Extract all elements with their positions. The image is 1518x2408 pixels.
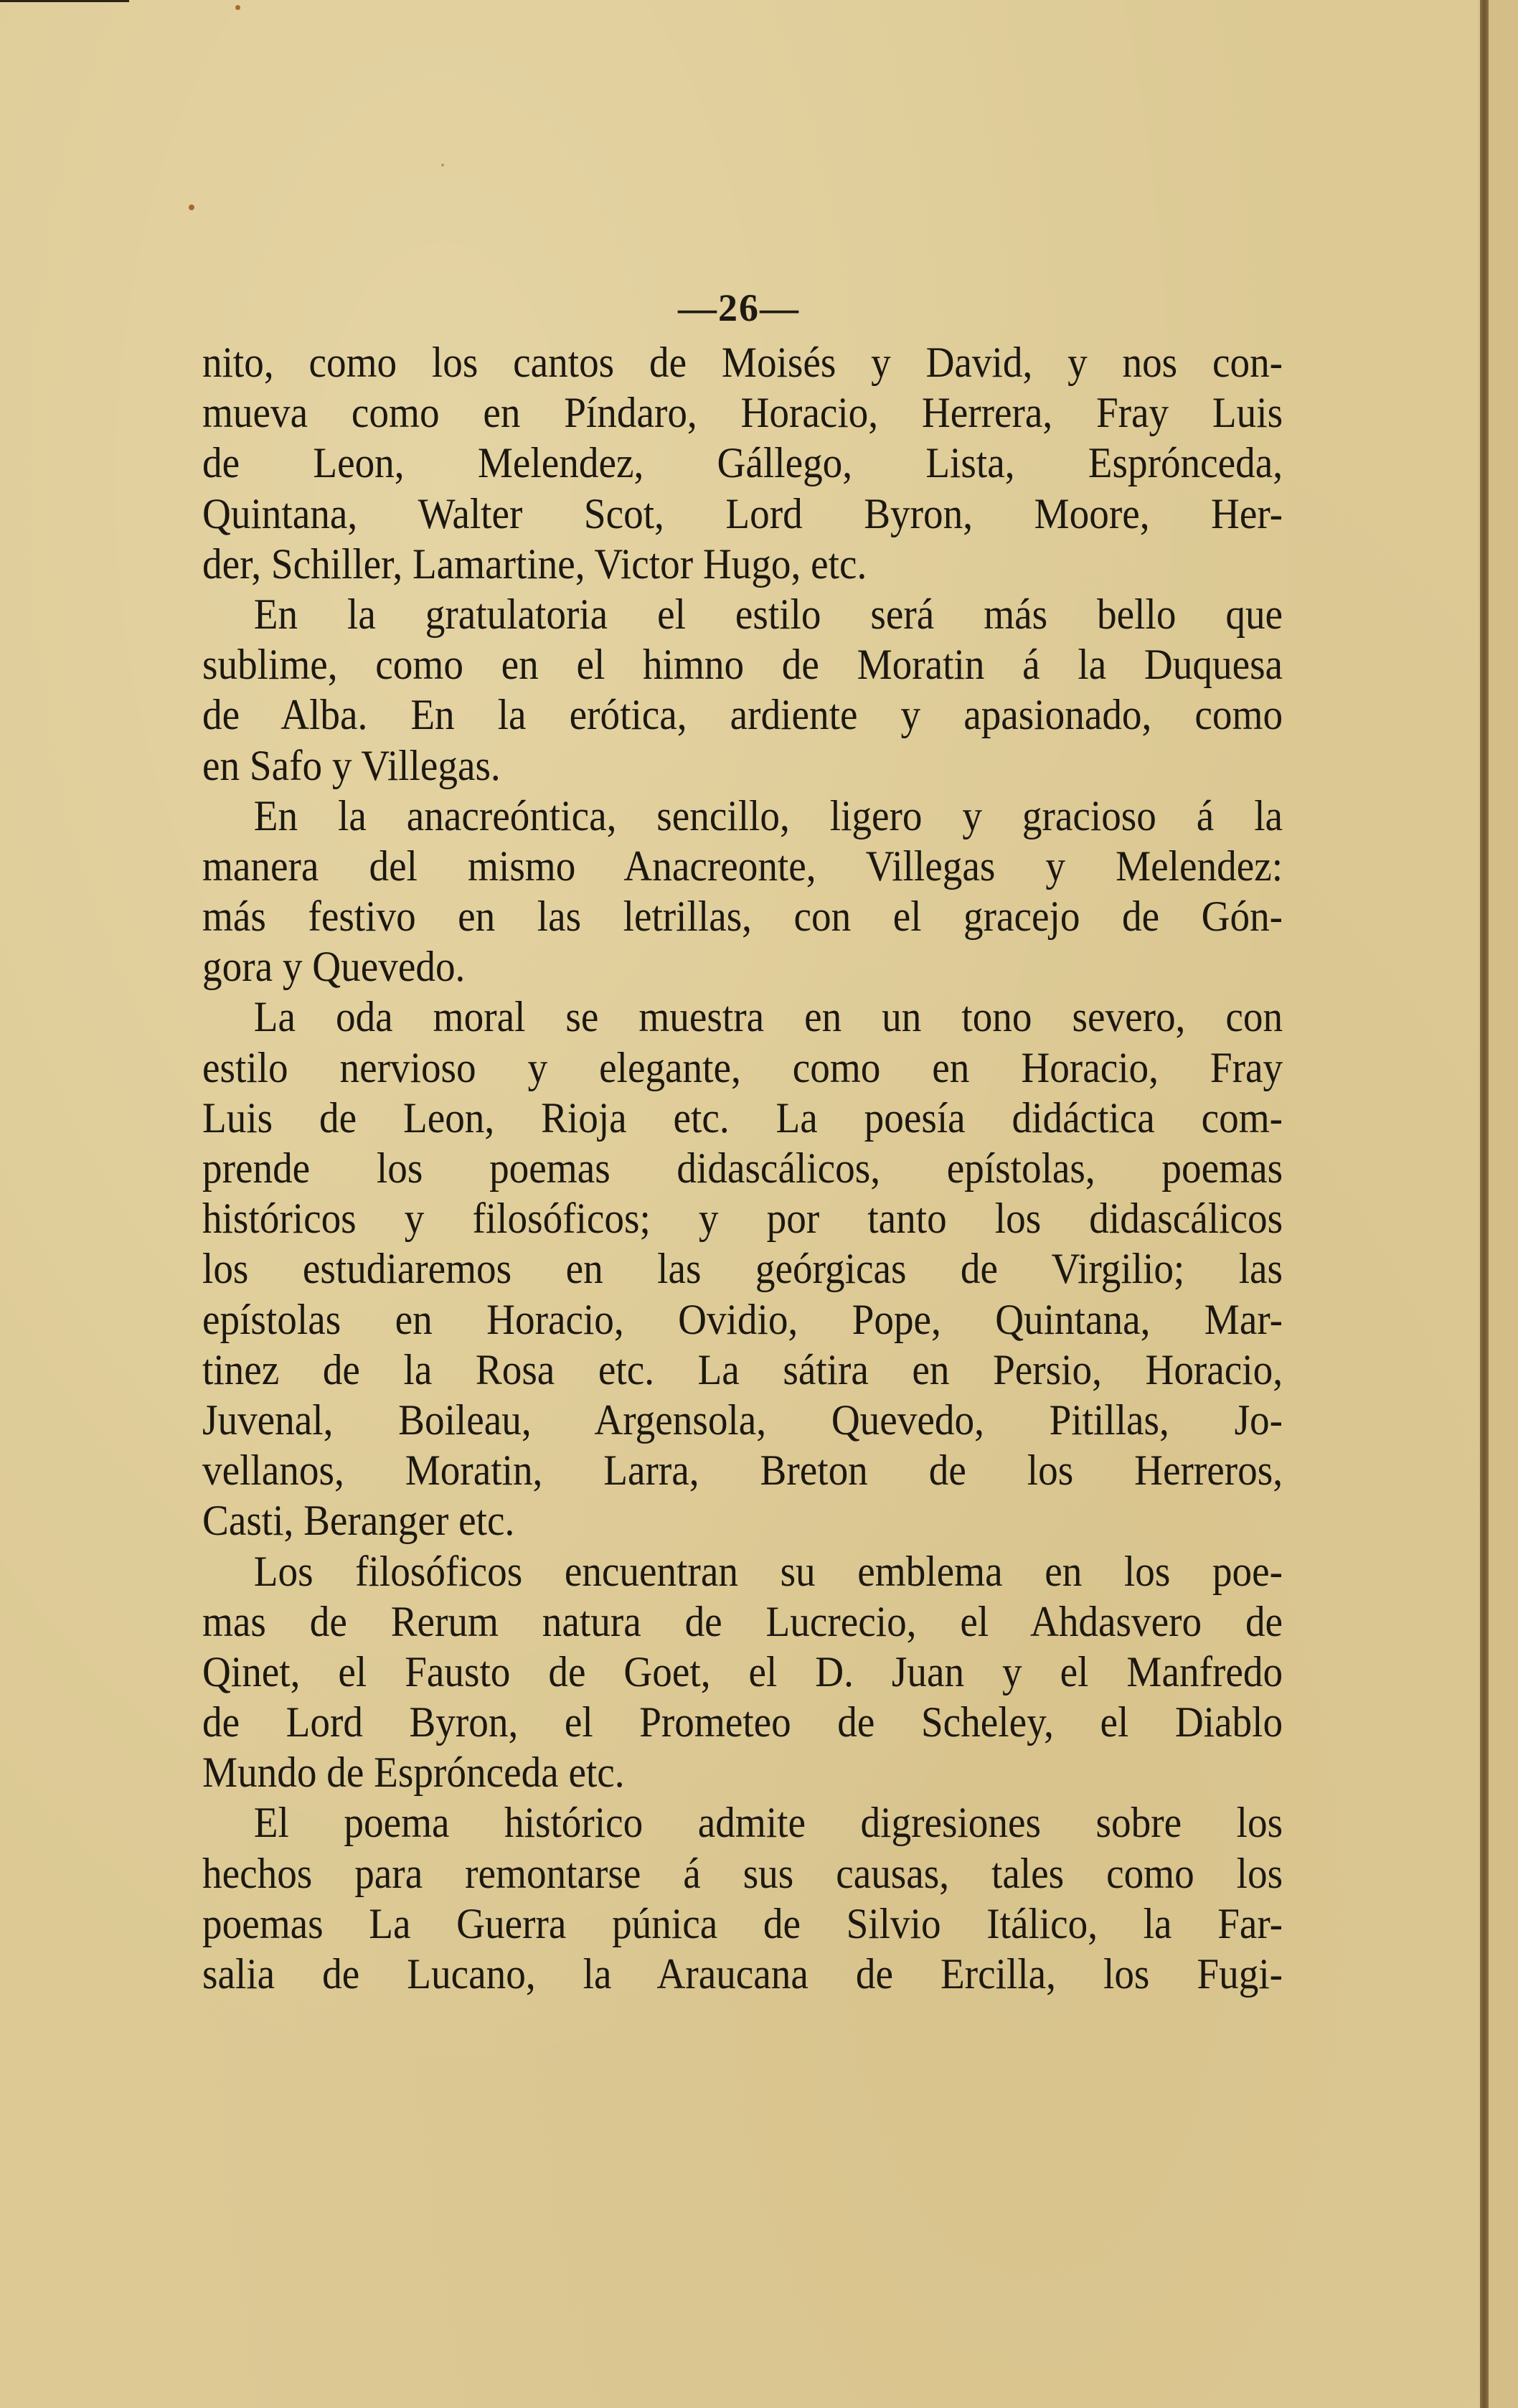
paragraph	[202, 1546, 1283, 1798]
paragraph	[202, 791, 1283, 992]
text-line: Casti, Beranger etc.	[202, 1497, 515, 1545]
text-line: los estudiaremos en las geórgicas de Virgilio; las	[202, 1245, 1283, 1293]
paragraph	[202, 1797, 1283, 1999]
body-text	[202, 337, 1283, 1999]
text-line: en Safo y Villegas.	[202, 741, 501, 789]
text-line: sublime, como en el himno de Moratin á la Duquesa	[202, 641, 1283, 689]
text-line: históricos y filosóficos; y por tanto los didascálicos	[202, 1195, 1283, 1243]
text-line: Los filosóficos encuentran su emblema en los poe-	[253, 1547, 1283, 1595]
text-line: Mundo de Esprónceda etc.	[202, 1749, 625, 1797]
text-line: hechos para remontarse á sus causas, tales como los	[202, 1849, 1283, 1897]
scan-edge-strip	[0, 0, 129, 2]
text-line: más festivo en las letrillas, con el gracejo de Gón-	[202, 893, 1283, 941]
paragraph	[202, 589, 1283, 791]
text-line: de Lord Byron, el Prometeo de Scheley, el Diablo	[202, 1698, 1283, 1746]
text-line: vellanos, Moratin, Larra, Breton de los Herreros,	[202, 1447, 1283, 1495]
foxing-spot	[441, 164, 444, 166]
text-line: mueva como en Píndaro, Horacio, Herrera, Fray Luis	[202, 389, 1283, 437]
text-line: de Leon, Melendez, Gállego, Lista, Esprónceda,	[202, 439, 1283, 487]
text-line: Luis de Leon, Rioja etc. La poesía didáctica com-	[202, 1094, 1283, 1142]
text-line: Quintana, Walter Scot, Lord Byron, Moore, Her-	[202, 489, 1283, 537]
text-line: epístolas en Horacio, Ovidio, Pope, Quintana, Mar-	[202, 1295, 1283, 1343]
page-number: —26—	[678, 286, 800, 329]
text-line: En la gratulatoria el estilo será más bello que	[253, 590, 1283, 638]
paragraph	[202, 337, 1283, 589]
text-line: tinez de la Rosa etc. La sátira en Persio, Horacio,	[202, 1345, 1283, 1393]
text-line: de Alba. En la erótica, ardiente y apasionado, como	[202, 691, 1283, 739]
text-line: nito, como los cantos de Moisés y David, y nos con-	[202, 339, 1283, 386]
text-line: poemas La Guerra púnica de Silvio Itálico, la Far-	[202, 1899, 1283, 1947]
text-line: salia de Lucano, la Araucana de Ercilla, los Fugi-	[202, 1950, 1283, 1998]
text-line: gora y Quevedo.	[202, 943, 466, 991]
text-line: La oda moral se muestra en un tono severo, con	[253, 993, 1283, 1041]
text-line: mas de Rerum natura de Lucrecio, el Ahdasvero de	[202, 1597, 1283, 1645]
paragraph	[202, 992, 1283, 1546]
page-gutter-edge	[1480, 0, 1489, 2408]
text-line: prende los poemas didascálicos, epístolas, poemas	[202, 1144, 1283, 1192]
text-line: El poema histórico admite digresiones sobre los	[253, 1799, 1283, 1847]
text-line: manera del mismo Anacreonte, Villegas y Melendez:	[202, 842, 1283, 890]
foxing-spot	[189, 204, 194, 210]
foxing-spot	[235, 5, 240, 10]
text-line: En la anacreóntica, sencillo, ligero y gracioso á la	[253, 791, 1283, 839]
adjacent-page-edge	[1489, 0, 1518, 2408]
text-line: Juvenal, Boileau, Argensola, Quevedo, Pitillas, Jo-	[202, 1396, 1283, 1444]
text-line: Qinet, el Fausto de Goet, el D. Juan y el Manfredo	[202, 1647, 1283, 1696]
text-line: der, Schiller, Lamartine, Victor Hugo, etc.	[202, 540, 867, 588]
text-line: estilo nervioso y elegante, como en Horacio, Fray	[202, 1043, 1283, 1091]
